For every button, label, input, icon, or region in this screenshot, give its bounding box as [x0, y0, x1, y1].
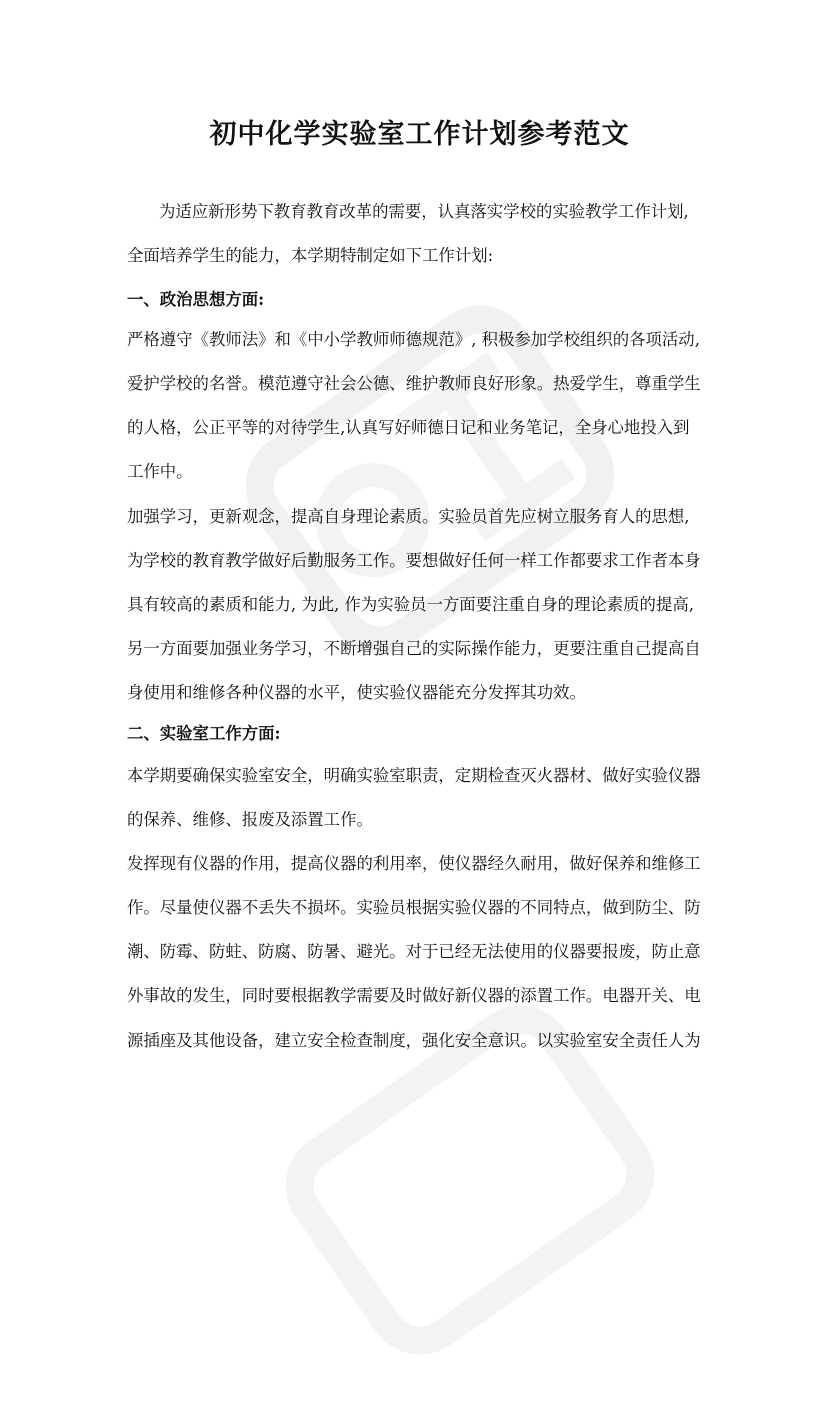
document-title: 初中化学实验室工作计划参考范文: [209, 119, 630, 150]
paragraph-line: 另一方面要加强业务学习，不断增强自己的实际操作能力，更要注重自己提高自: [127, 639, 701, 658]
paragraph-line: 爱护学校的名誉。模范遵守社会公德、维护教师良好形象。热爱学生，尊重学生: [127, 374, 701, 393]
paragraph-line: 源插座及其他设备，建立安全检查制度，强化安全意识。以实验室安全责任人为: [127, 1031, 701, 1050]
paragraph-line: 为学校的教育教学做好后勤服务工作。要想做好任何一样工作都要求工作者本身: [127, 551, 701, 570]
paragraph-line: 的人格，公正平等的对待学生,认真写好师德日记和业务笔记，全身心地投入到: [127, 418, 690, 437]
paragraph-line: 发挥现有仪器的作用，提高仪器的利用率，使仪器经久耐用，做好保养和维修工: [127, 854, 701, 873]
paragraph-line: 本学期要确保实验室安全，明确实验室职责，定期检查灭火器材、做好实验仪器: [127, 766, 701, 785]
paragraph-line: 严格遵守《教师法》和《中小学教师师德规范》, 积极参加学校组织的各项活动,: [127, 330, 700, 349]
paragraph-line: 具有较高的素质和能力, 为此, 作为实验员一方面要注重自身的理论素质的提高,: [127, 595, 694, 614]
section-heading: 二、实验室工作方面:: [127, 724, 281, 743]
paragraph-line: 身使用和维修各种仪器的水平，使实验仪器能充分发挥其功效。: [127, 683, 586, 702]
paragraph-line: 为适应新形势下教育教育改革的需要，认真落实学校的实验教学工作计划,: [159, 202, 689, 221]
watermark-graphic-bottom: [237, 954, 704, 1406]
paragraph-line: 作。尽量使仪器不丢失不损坏。实验员根据实验仪器的不同特点，做到防尘、防: [127, 898, 701, 917]
section-heading: 一、政治思想方面:: [127, 290, 265, 309]
paragraph-line: 工作中。: [127, 462, 193, 481]
paragraph-line: 的保养、维修、报废及添置工作。: [127, 810, 373, 829]
paragraph-line: 潮、防霉、防蛀、防腐、防暑、避光。对于已经无法使用的仪器要报废，防止意: [127, 942, 701, 961]
paragraph-line: 外事故的发生，同时要根据教学需要及时做好新仪器的添置工作。电器开关、电: [127, 986, 701, 1005]
paragraph-line: 加强学习，更新观念，提高自身理论素质。实验员首先应树立服务育人的思想,: [127, 507, 690, 526]
paragraph-line: 全面培养学生的能力，本学期特制定如下工作计划:: [127, 246, 494, 265]
